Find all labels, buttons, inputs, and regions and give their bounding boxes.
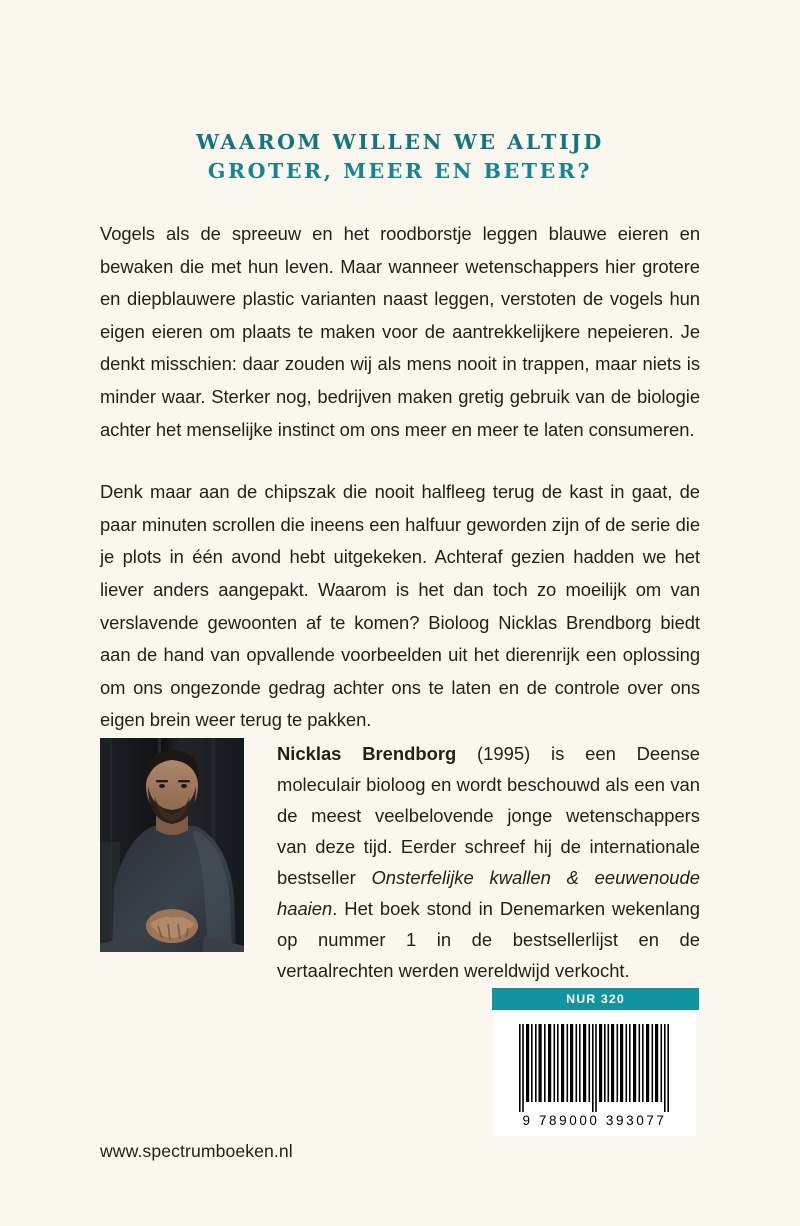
author-portrait-illustration xyxy=(100,738,244,952)
blurb-paragraph-1: Vogels als de spreeuw en het roodborstje leggen blauwe eieren en bewaken die met hun leven. Maar wanneer wetenschappers hier grotere en diepblauwere plastic varianten naast leggen, verstoten de vogels hun eigen eieren om plaats te maken voor de aantrekkelijkere nepeieren. Je denkt misschien: daar zouden wij als mens nooit in trappen, maar niets is minder waar. Sterker nog, bedrijven maken gretig gebruik van de biologie achter het menselijke instinct om ons meer en meer te laten consumeren. xyxy=(100,223,700,440)
previous-book-title: Onsterfelijke kwallen & eeuwenoude haaien xyxy=(277,867,700,919)
blurb-body xyxy=(100,218,700,737)
nur-badge: NUR 320 xyxy=(492,988,699,1010)
author-photo xyxy=(100,738,244,952)
author-name: Nicklas Brendborg xyxy=(277,743,457,764)
isbn-digits: 9 789000 393077 xyxy=(522,1113,667,1128)
author-section xyxy=(100,738,700,986)
author-bio xyxy=(277,738,700,986)
author-bio-part-2: . Het boek stond in Denemarken wekenlang op nummer 1 in de bestsellerlijst en de vertaalrechten werden wereldwijd verkocht. xyxy=(277,898,700,981)
blurb-paragraph-2: Denk maar aan de chipszak die nooit halfleeg terug de kast in gaat, de paar minuten scrollen die ineens een halfuur geworden zijn of de serie die je plots in één avond hebt uitgekeken. Achteraf gezien hadden we het liever anders aangepakt. Waarom is het dan toch zo moeilijk om van verslavende gewoonten af te komen? Bioloog Nicklas Brendborg biedt aan de hand van opvallende voorbeelden uit het dierenrijk een oplossing om ons ongezonde gedrag achter ons te laten en de controle over ons eigen brein weer terug te pakken. xyxy=(100,481,700,731)
author-bio-part-1: (1995) is een Deense moleculair bioloog en wordt beschouwd als een van de meest veelbelovende jonge wetenschappers van deze tijd. Eerder schreef hij de internationale bestseller xyxy=(277,743,701,888)
barcode-panel xyxy=(493,1010,696,1136)
headline-line-1: WAAROM WILLEN WE ALTIJD xyxy=(196,130,604,154)
publisher-website[interactable]: www.spectrumboeken.nl xyxy=(100,1141,293,1161)
nur-barcode-block xyxy=(492,988,699,1136)
page-title xyxy=(100,128,700,186)
barcode-icon xyxy=(519,1024,671,1112)
headline-line-2: GROTER, MEER EN BETER? xyxy=(207,159,593,183)
